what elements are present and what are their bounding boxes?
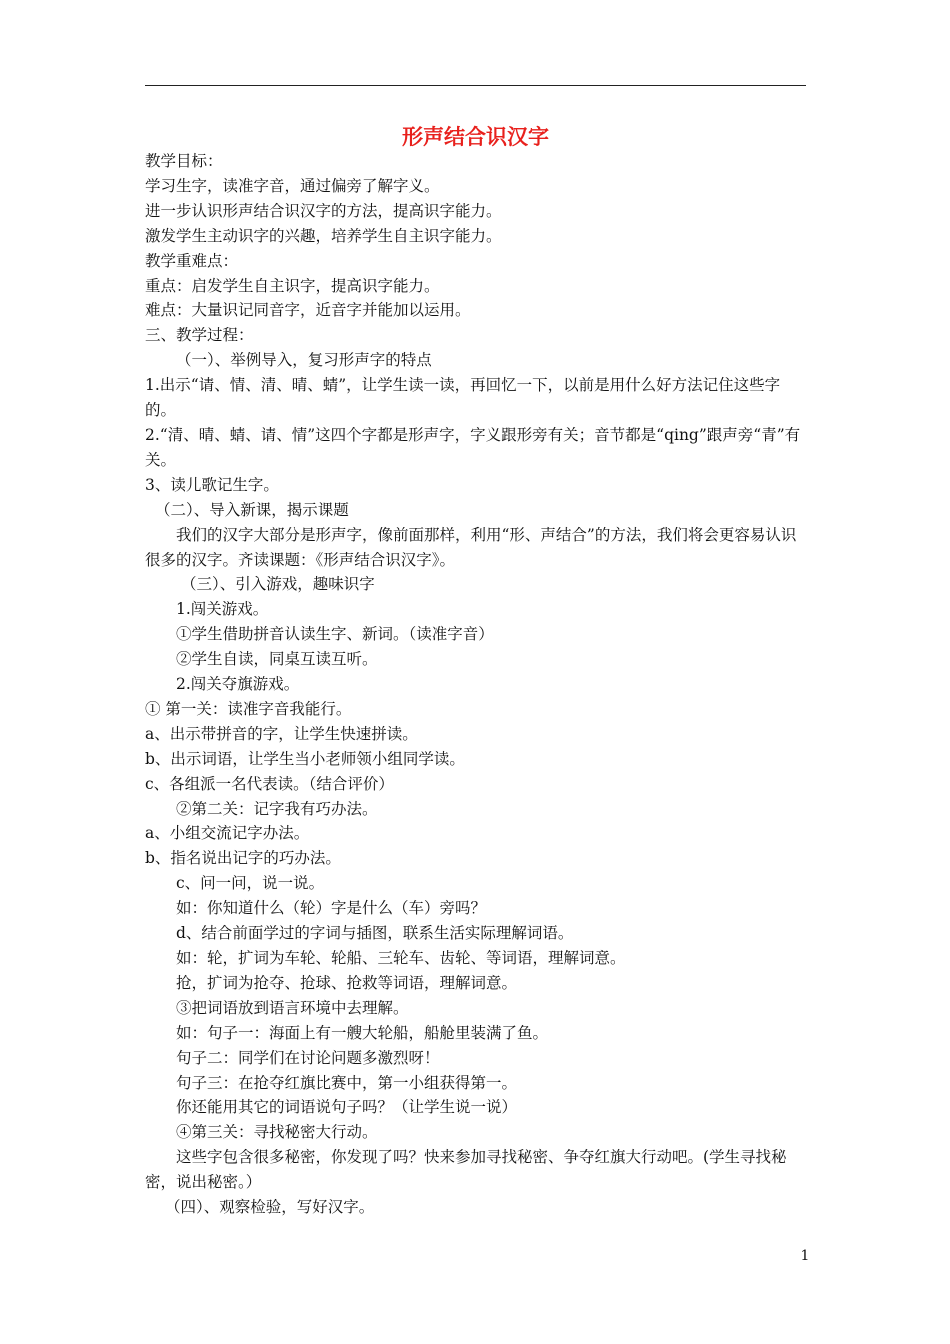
header-rule xyxy=(145,85,806,86)
text-line: 1.闯关游戏。 xyxy=(176,600,269,619)
text-line: 如：你知道什么（轮）字是什么（车）旁吗？ xyxy=(176,899,487,918)
text-paragraph: 我们的汉字大部分是形声字，像前面那样，利用“形、声结合”的方法，我们将会更容易认识很多的汉字。齐读课题：《形声结合识汉字》。 xyxy=(145,525,797,569)
text-line: 如：句子一：海面上有一艘大轮船，船舱里装满了鱼。 xyxy=(176,1023,549,1042)
text-line: c、问一问，说一说。 xyxy=(176,874,325,893)
text-line: ③把词语放到语言环境中去理解。 xyxy=(176,998,409,1017)
section-heading: （三）、引入游戏，趣味识字 xyxy=(181,575,375,594)
text-line: 教学目标： xyxy=(145,152,223,170)
text-line: 教学重难点： xyxy=(145,251,239,270)
text-line: ① 第一关：读准字音我能行。 xyxy=(145,699,352,718)
text-line: 抢，扩词为抢夺、抢球、抢救等词语，理解词意。 xyxy=(176,973,518,992)
text-line: 3、读儿歌记生字。 xyxy=(145,475,279,494)
text-line: 三、教学过程： xyxy=(145,326,254,345)
text-line: 进一步认识形声结合识汉字的方法，提高识字能力。 xyxy=(145,201,502,220)
text-line: 如：轮，扩词为车轮、轮船、三轮车、齿轮、等词语，理解词意。 xyxy=(176,949,626,967)
text-line: a、小组交流记字办法。 xyxy=(145,824,310,843)
section-heading: （四）、观察检验，写好汉字。 xyxy=(165,1198,375,1217)
text-line: 句子二：同学们在讨论问题多激烈呀！ xyxy=(176,1048,440,1067)
text-line: c、各组派一名代表读。（结合评价） xyxy=(145,774,394,793)
document-title: 形声结合识汉字 xyxy=(402,125,549,149)
text-line: 难点：大量识记同音字，近音字并能加以运用。 xyxy=(145,301,471,320)
text-line: ①学生借助拼音认读生字、新词。（读准字音） xyxy=(176,625,494,644)
document-body xyxy=(145,149,809,1220)
text-line: 重点：启发学生自主识字，提高识字能力。 xyxy=(145,276,440,295)
text-line: b、指名说出记字的巧办法。 xyxy=(145,849,341,868)
text-paragraph: 这些字包含很多秘密，你发现了吗？快来参加寻找秘密、争夺红旗大行动吧。(学生寻找秘密，说出秘密。） xyxy=(145,1148,787,1192)
text-line: a、出示带拼音的字，让学生快速拼读。 xyxy=(145,724,418,743)
text-line: d、结合前面学过的字词与插图，联系生活实际理解词语。 xyxy=(176,924,574,943)
text-paragraph: 1.出示“请、情、清、晴、蜻”，让学生读一读，再回忆一下，以前是用什么好方法记住这些字的。 xyxy=(145,376,781,420)
text-line: ②学生自读，同桌互读互听。 xyxy=(176,650,378,669)
page-number: 1 xyxy=(800,1248,810,1264)
text-line: 2.闯关夺旗游戏。 xyxy=(176,675,300,694)
text-line: ②第二关：记字我有巧办法。 xyxy=(176,799,378,818)
text-line: 激发学生主动识字的兴趣，培养学生自主识字能力。 xyxy=(145,226,502,245)
section-heading: （二）、导入新课，揭示课题 xyxy=(155,500,349,519)
text-paragraph: 2.“清、晴、蜻、请、情”这四个字都是形声字，字义跟形旁有关；音节都是“qing”跟声旁“青”有关。 xyxy=(145,425,801,469)
text-line: 学习生字，读准字音，通过偏旁了解字义。 xyxy=(145,176,440,195)
section-heading: （一）、举例导入，复习形声字的特点 xyxy=(176,351,432,370)
text-line: ④第三关：寻找秘密大行动。 xyxy=(176,1123,378,1142)
text-line: 你还能用其它的词语说句子吗？（让学生说一说） xyxy=(176,1098,518,1117)
text-line: 句子三：在抢夺红旗比赛中，第一小组获得第一。 xyxy=(176,1073,518,1092)
text-line: b、出示词语，让学生当小老师领小组同学读。 xyxy=(145,749,465,768)
